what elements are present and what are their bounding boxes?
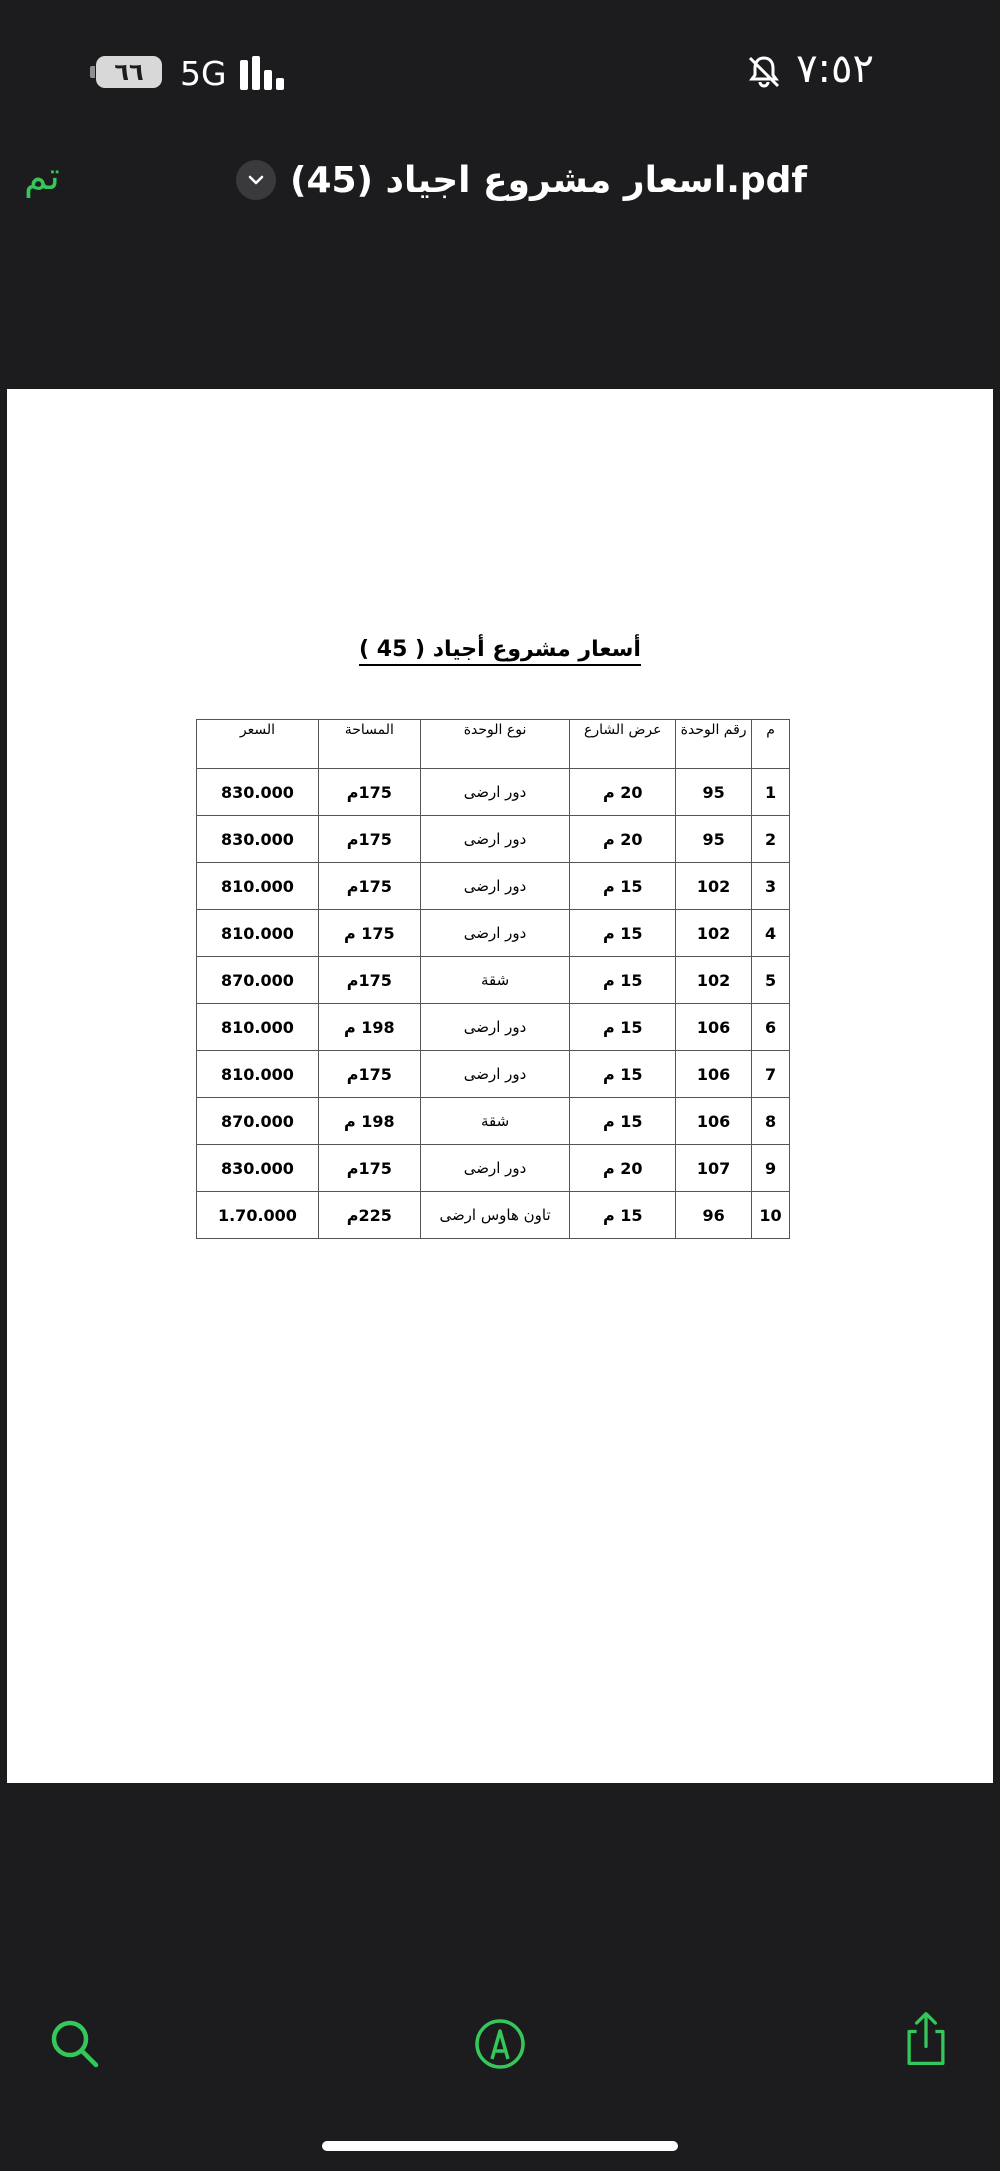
cell-unit: 102 <box>676 910 752 957</box>
table-row <box>197 769 790 816</box>
cell-price: 810.000 <box>197 910 319 957</box>
clock: ٧:٥٢ <box>796 46 874 92</box>
cell-type: دور ارضى <box>420 816 570 863</box>
cell-type: دور ارضى <box>420 1051 570 1098</box>
cell-area: 175م <box>318 1051 420 1098</box>
pdf-page[interactable] <box>7 389 993 1783</box>
cell-unit: 95 <box>676 769 752 816</box>
cell-price: 830.000 <box>197 816 319 863</box>
cell-street: 20 م <box>570 1145 676 1192</box>
cell-area: 175م <box>318 957 420 1004</box>
cell-street: 15 م <box>570 1051 676 1098</box>
cell-type: دور ارضى <box>420 1145 570 1192</box>
table-row <box>197 910 790 957</box>
cell-price: 830.000 <box>197 1145 319 1192</box>
cell-type: شقة <box>420 957 570 1004</box>
cell-street: 15 م <box>570 1192 676 1239</box>
cell-no: 10 <box>752 1192 790 1239</box>
file-title-menu[interactable] <box>236 152 807 208</box>
cell-no: 3 <box>752 863 790 910</box>
cell-street: 15 م <box>570 1098 676 1145</box>
table-row <box>197 1192 790 1239</box>
cell-no: 2 <box>752 816 790 863</box>
cell-area: 175م <box>318 816 420 863</box>
table-row <box>197 816 790 863</box>
cell-type: تاون هاوس ارضى <box>420 1192 570 1239</box>
cell-area: 175م <box>318 863 420 910</box>
cell-area: 175م <box>318 769 420 816</box>
cell-street: 15 م <box>570 910 676 957</box>
cell-price: 810.000 <box>197 1004 319 1051</box>
cell-unit: 96 <box>676 1192 752 1239</box>
cell-street: 15 م <box>570 957 676 1004</box>
table-row <box>197 1145 790 1192</box>
cell-street: 15 م <box>570 863 676 910</box>
table-header-row <box>197 720 790 769</box>
cell-area: 175 م <box>318 910 420 957</box>
cell-price: 810.000 <box>197 1051 319 1098</box>
cell-unit: 106 <box>676 1051 752 1098</box>
done-button[interactable]: تم <box>24 154 60 198</box>
cell-unit: 106 <box>676 1004 752 1051</box>
cell-price: 830.000 <box>197 769 319 816</box>
cell-unit: 102 <box>676 863 752 910</box>
home-indicator[interactable] <box>322 2141 678 2151</box>
signal-icon <box>240 56 292 90</box>
col-header-type: نوع الوحدة <box>420 720 570 769</box>
cell-no: 4 <box>752 910 790 957</box>
bell-slash-icon <box>746 54 782 90</box>
cell-street: 15 م <box>570 1004 676 1051</box>
cell-price: 870.000 <box>197 1098 319 1145</box>
table-row <box>197 1051 790 1098</box>
chevron-down-icon[interactable] <box>236 160 276 200</box>
col-header-unit: رقم الوحدة <box>676 720 752 769</box>
share-icon[interactable] <box>896 2009 956 2069</box>
status-bar <box>0 0 1000 130</box>
cell-type: دور ارضى <box>420 910 570 957</box>
network-type: 5G <box>180 54 227 93</box>
cell-no: 7 <box>752 1051 790 1098</box>
cell-type: شقة <box>420 1098 570 1145</box>
cell-unit: 102 <box>676 957 752 1004</box>
cell-no: 8 <box>752 1098 790 1145</box>
cell-type: دور ارضى <box>420 1004 570 1051</box>
table-row <box>197 863 790 910</box>
prices-table <box>196 719 790 1239</box>
table-row <box>197 957 790 1004</box>
cell-no: 9 <box>752 1145 790 1192</box>
cell-area: 175م <box>318 1145 420 1192</box>
cell-no: 6 <box>752 1004 790 1051</box>
cell-unit: 106 <box>676 1098 752 1145</box>
cell-area: 198 م <box>318 1098 420 1145</box>
battery-indicator: ٦٦ <box>96 56 162 88</box>
cell-no: 1 <box>752 769 790 816</box>
cell-street: 20 م <box>570 769 676 816</box>
col-header-area: المساحة <box>318 720 420 769</box>
col-header-no: م <box>752 720 790 769</box>
cell-unit: 107 <box>676 1145 752 1192</box>
cell-area: 225م <box>318 1192 420 1239</box>
markup-icon[interactable] <box>470 2013 530 2073</box>
file-title: (45) اسعار مشروع اجياد.pdf <box>290 159 808 201</box>
cell-unit: 95 <box>676 816 752 863</box>
col-header-street: عرض الشارع <box>570 720 676 769</box>
battery-nub <box>90 66 95 78</box>
cell-price: 870.000 <box>197 957 319 1004</box>
table-row <box>197 1098 790 1145</box>
cell-street: 20 م <box>570 816 676 863</box>
cell-area: 198 م <box>318 1004 420 1051</box>
search-icon[interactable] <box>44 2013 104 2073</box>
table-row <box>197 1004 790 1051</box>
col-header-price: السعر <box>197 720 319 769</box>
cell-no: 5 <box>752 957 790 1004</box>
cell-type: دور ارضى <box>420 863 570 910</box>
document-title-text: أسعار مشروع أجياد ( 45 ) <box>359 637 641 666</box>
cell-price: 810.000 <box>197 863 319 910</box>
cell-price: 1.70.000 <box>197 1192 319 1239</box>
document-title <box>7 637 993 662</box>
cell-type: دور ارضى <box>420 769 570 816</box>
